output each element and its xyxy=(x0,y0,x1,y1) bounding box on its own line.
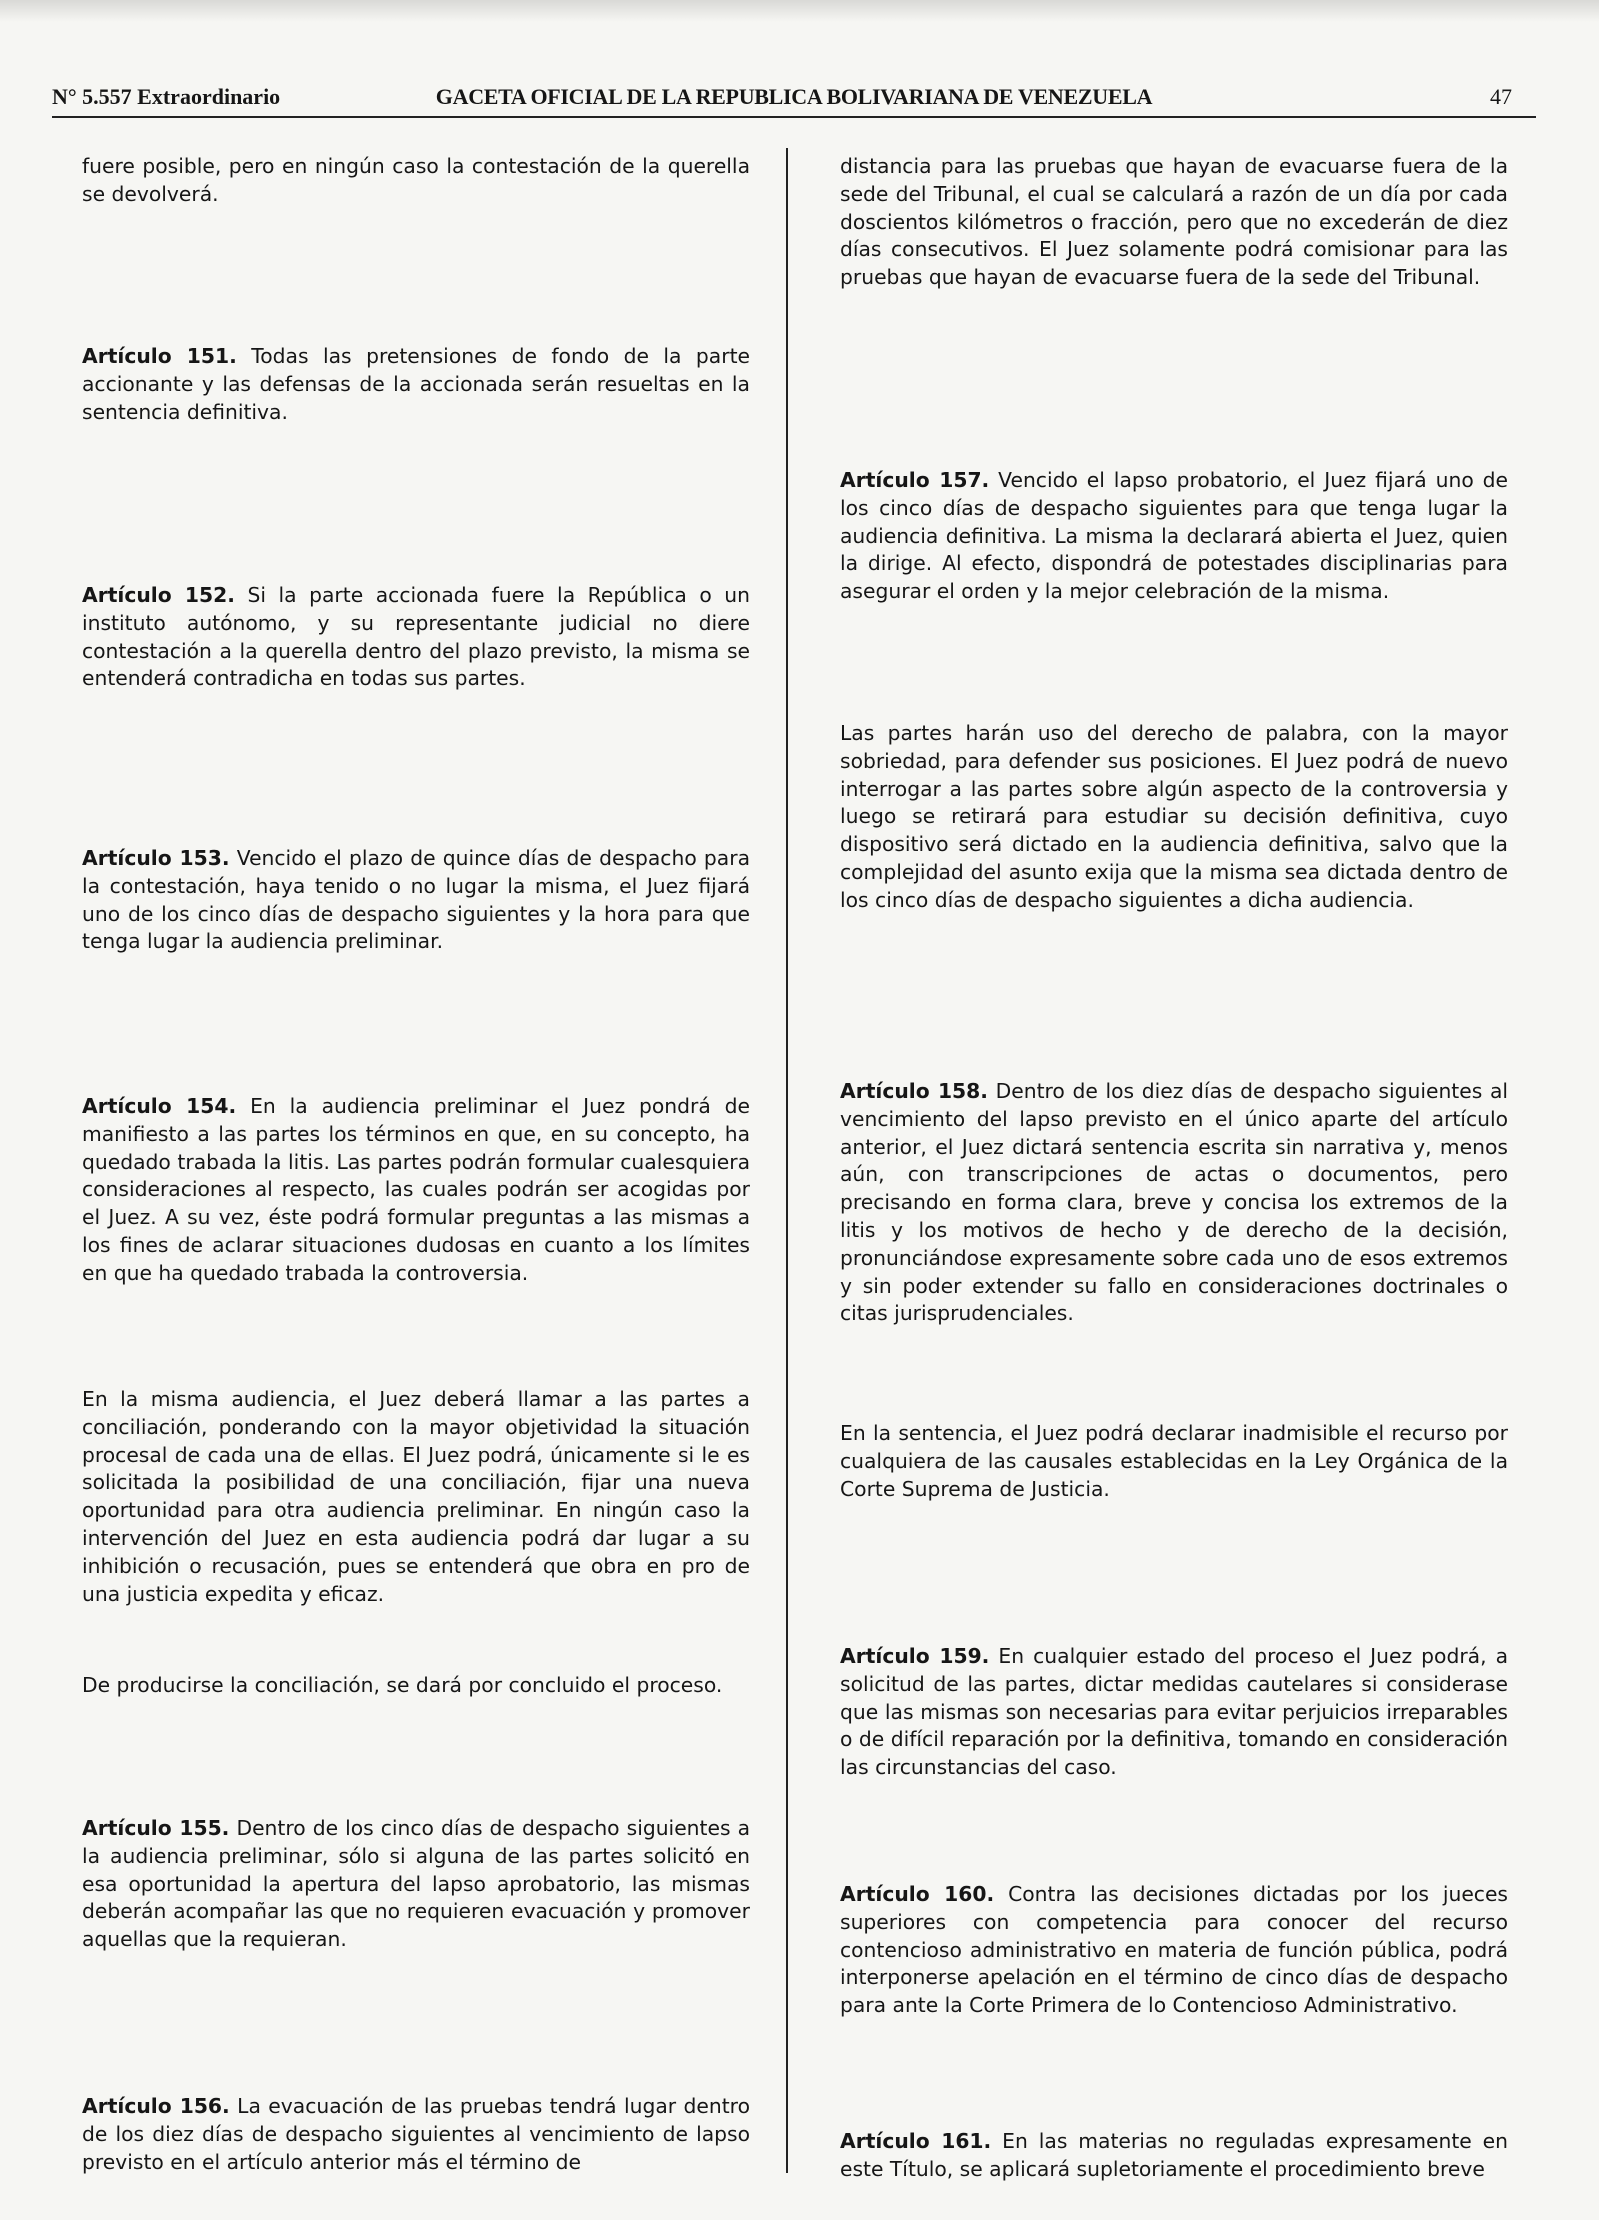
page-header xyxy=(52,84,1536,114)
paragraph-156-continuation: distancia para las pruebas que hayan de evacuarse fuera de la sede del Tribunal, el cual se calculará a razón de un día por cada doscientos kilómetros o fracción, pero que no excederán de diez días consecutivos. El Juez solamente podrá comisionar para las pruebas que hayan de evacuarse fuera de la sede del Tribunal. xyxy=(840,154,1508,290)
article-heading: Artículo 157. xyxy=(840,468,990,492)
article-155: Artículo 155. Dentro de los cinco días de despacho siguientes a la audiencia preliminar, sólo si alguna de las partes solicitó en esa oportunidad la apertura del lapso aprobatorio, las mismas deberán acompañar las que no requieren evacuación y promover aquellas que la requieran. xyxy=(82,1816,750,1952)
article-heading: Artículo 158. xyxy=(840,1079,988,1103)
article-157: Artículo 157. Vencido el lapso probatorio, el Juez fijará uno de los cinco días de despacho siguientes para que tenga lugar la audiencia definitiva. La misma la declarará abierta el Juez, quien la dirige. Al efecto, dispondrá de potestades disciplinarias para asegurar el orden y la mejor celebración de la misma. xyxy=(840,468,1508,604)
article-152: Artículo 152. Si la parte accionada fuere la República o un instituto autónomo, y su representante judicial no diere contestación a la querella dentro del plazo previsto, la misma se entenderá contradicha en todas sus partes. xyxy=(82,583,750,691)
article-heading: Artículo 156. xyxy=(82,2094,230,2118)
article-161: Artículo 161. En las materias no reguladas expresamente en este Título, se aplicará supletoriamente el procedimiento breve xyxy=(840,2129,1509,2181)
article-151: Artículo 151. Todas las pretensiones de fondo de la parte accionante y las defensas de la accionada serán resueltas en la sentencia definitiva. xyxy=(82,344,751,424)
article-heading: Artículo 152. xyxy=(82,583,235,607)
gazette-title: GACETA OFICIAL DE LA REPUBLICA BOLIVARIANA DE VENEZUELA xyxy=(435,84,1153,109)
paragraph-154-conciliation: En la misma audiencia, el Juez deberá llamar a las partes a conciliación, ponderando con la mayor objetividad la situación procesal de cada una de ellas. El Juez podrá, únicamente si le es solicitada la posibilidad de una conciliación, fijar una nueva oportunidad para otra audiencia preliminar. En ningún caso la intervención del Juez en esta audiencia podrá dar lugar a su inhibición o recusación, pues se entenderá que obra en pro de una justicia expedita y eficaz. xyxy=(82,1387,750,1606)
article-160: Artículo 160. Contra las decisiones dictadas por los jueces superiores con competencia para conocer del recurso contencioso administrativo en materia de función pública, podrá interponerse apelación en el término de cinco días de despacho para ante la Corte Primera de lo Contencioso Administrativo. xyxy=(840,1882,1508,2018)
article-heading: Artículo 154. xyxy=(82,1094,237,1118)
paragraph-154-conclusion: De producirse la conciliación, se dará por concluido el proceso. xyxy=(82,1673,723,1697)
article-154: Artículo 154. En la audiencia preliminar el Juez pondrá de manifiesto a las partes los términos en que, en su concepto, ha quedado trabada la litis. Las partes podrán formular cualesquiera consideraciones al respecto, las cuales podrán ser acogidas por el Juez. A su vez, éste podrá formular preguntas a las mismas a los fines de aclarar situaciones dudosas en cuanto a los límites en que ha quedado trabada la controversia. xyxy=(82,1094,750,1285)
article-heading: Artículo 155. xyxy=(82,1816,230,1840)
article-156: Artículo 156. La evacuación de las pruebas tendrá lugar dentro de los diez días de despacho siguientes al vencimiento de lapso previsto en el artículo anterior más el término de xyxy=(82,2094,750,2174)
page-number: 47 xyxy=(1490,84,1512,109)
scan-edge xyxy=(0,0,1599,22)
article-heading: Artículo 160. xyxy=(840,1882,995,1906)
header-rule xyxy=(52,116,1536,118)
article-heading: Artículo 159. xyxy=(840,1644,990,1668)
article-heading: Artículo 153. xyxy=(82,846,230,870)
paragraph-158-inadmissible: En la sentencia, el Juez podrá declarar inadmisible el recurso por cualquiera de las causales establecidas en la Ley Orgánica de la Corte Suprema de Justicia. xyxy=(840,1421,1508,1501)
article-heading: Artículo 151. xyxy=(82,344,237,368)
article-153: Artículo 153. Vencido el plazo de quince días de despacho para la contestación, haya tenido o no lugar la misma, el Juez fijará uno de los cinco días de despacho siguientes y la hora para que tenga lugar la audiencia preliminar. xyxy=(82,846,751,954)
column-divider xyxy=(786,148,788,2173)
paragraph-157-parties: Las partes harán uso del derecho de palabra, con la mayor sobriedad, para defender sus posiciones. El Juez podrá de nuevo interrogar a las partes sobre algún aspecto de la controversia y luego se retirará para estudiar su decisión definitiva, cuyo dispositivo será dictado en la audiencia definitiva, salvo que la complejidad del asunto exija que la misma sea dictada dentro de los cinco días de despacho siguientes a dicha audiencia. xyxy=(840,721,1508,912)
paragraph-continuation: fuere posible, pero en ningún caso la contestación de la querella se devolverá. xyxy=(82,154,750,206)
article-heading: Artículo 161. xyxy=(840,2129,992,2153)
issue-number: N° 5.557 Extraordinario xyxy=(52,84,281,109)
article-158: Artículo 158. Dentro de los diez días de despacho siguientes al vencimiento del lapso previsto en el único aparte del artículo anterior, el Juez dictará sentencia escrita sin narrativa y, menos aún, con transcripciones de actas o documentos, pero precisando en forma clara, breve y concisa los extremos de la litis y los motivos de hecho y de derecho de la decisión, pronunciándose expresamente sobre cada uno de esos extremos y sin poder extender su fallo en consideraciones doctrinales o citas jurisprudenciales. xyxy=(840,1079,1509,1326)
article-159: Artículo 159. En cualquier estado del proceso el Juez podrá, a solicitud de las partes, dictar medidas cautelares si considerase que las mismas son necesarias para evitar perjuicios irreparables o de difícil reparación por la definitiva, tomando en consideración las circunstancias del caso. xyxy=(840,1644,1508,1780)
